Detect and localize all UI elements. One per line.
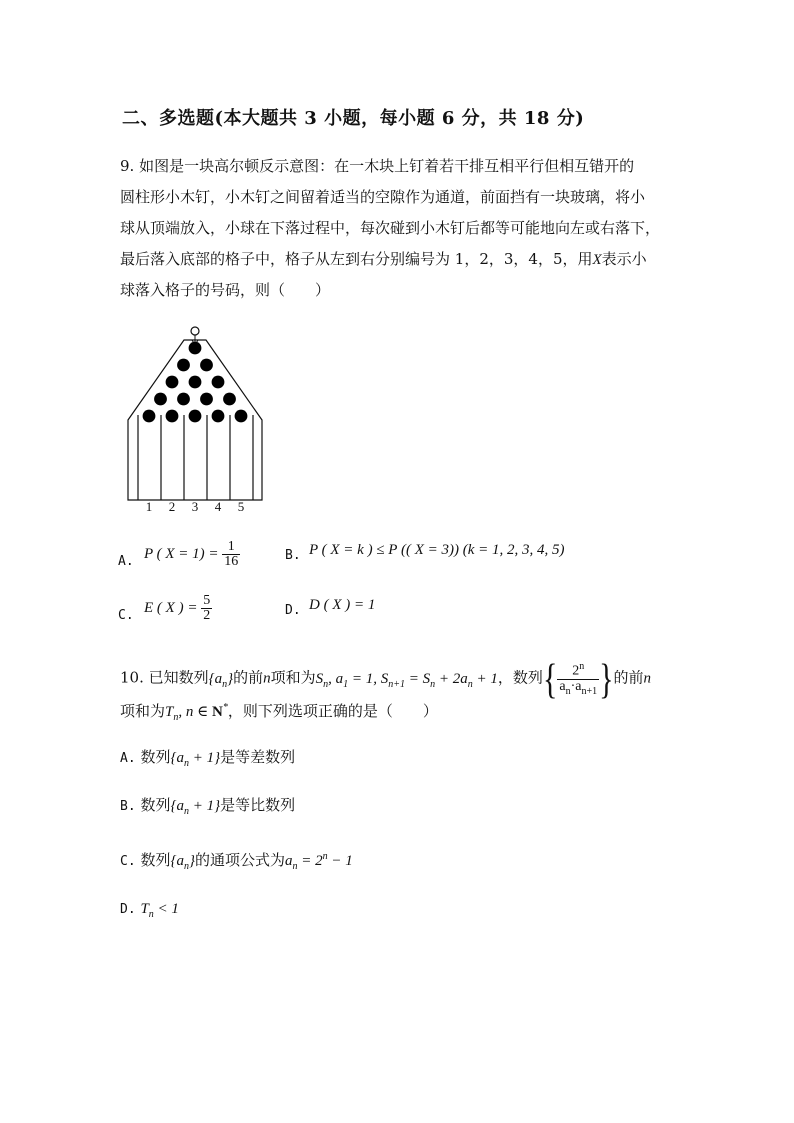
option-a-fraction [222,540,240,569]
option-formula: $\{a_n + 1\}$ [170,798,221,817]
peg-icon [177,393,190,406]
option-c-lhs: E ( X ) = [144,599,198,616]
peg-icon [189,342,202,355]
q10-text: 项和为 [120,702,166,720]
peg-icon [154,393,167,406]
q10-option-d[interactable] [120,894,179,929]
q10-conditions: $S_n$, $a_1 = 1$, $S_{n+1} = S_n + 2a_n + 1$ [315,670,498,690]
option-formula: $T_n < 1$ [140,901,179,920]
peg-icon [143,410,156,423]
option-letter: A. [120,751,136,766]
peg-icon [166,410,179,423]
peg-icon [223,393,236,406]
peg-icon [235,410,248,423]
option-formula: $a_n = 2^n - 1$ [284,851,353,872]
fraction-denominator: 2 [203,608,211,623]
option-text: 数列 [140,796,171,814]
q10-text: 项和为 [270,668,316,687]
option-letter: D. [120,902,136,917]
q9-var-x: X [592,252,602,268]
drop-ball-icon [191,327,199,335]
channel-dividers [138,415,253,500]
peg-icon [189,410,202,423]
q10-intro: 10. 已知数列 [120,668,209,687]
fraction-denominator: 16 [224,554,239,569]
option-d-formula: D ( X ) = 1 [309,597,376,613]
option-letter: C. [118,608,134,623]
q10-line-2 [120,693,438,732]
peg-icon [166,376,179,389]
q10-n: n [263,670,271,687]
q9-line-4-text: 最后落入底部的格子中，格子从左到右分别编号为 1，2，3，4，5，用 [120,250,593,268]
q10-option-c[interactable] [120,842,353,881]
option-c-formula [144,594,212,623]
option-a-lhs: P ( X = 1) = [144,545,219,562]
option-text: 数列 [140,748,171,766]
option-text: 的通项公式为 [194,851,285,869]
q10-text: 的前 [613,668,644,687]
option-text: 是等差数列 [220,748,296,766]
option-letter: B. [120,799,136,814]
q10-text: 的前 [233,668,264,687]
fraction-numerator: 5 [203,593,211,608]
peg-icon [212,376,225,389]
q10-sequence-fraction: { $\frac{2^n}{a_n\cdot a_{n+1}}$ } [542,656,614,703]
option-letter: B. [285,548,301,563]
option-a-formula [144,540,240,569]
option-text: 数列 [140,851,171,869]
option-letter: A. [118,554,134,569]
q9-line-2: 圆柱形小木钉，小木钉之间留着适当的空隙作为通道，前面挡有一块玻璃，将小 [120,188,646,206]
bin-label: 4 [214,499,222,514]
option-text: 是等比数列 [220,796,296,814]
q10-option-b[interactable] [120,791,295,826]
peg-icon [177,359,190,372]
q10-an-set: $\{a_n\}$ [208,670,234,690]
fraction-numerator: 1 [222,540,240,555]
q10-tn: $T_n$, n ∈ N* [165,702,228,723]
bin-label: 3 [191,499,199,514]
bin-label: 2 [168,499,176,514]
section-heading: 二、多选题(本大题共 3 小题，每小题 6 分，共 18 分) [122,108,585,129]
q9-line-3: 球从顶端放入，小球在下落过程中，每次碰到小木钉后都等可能地向左或右落下， [120,219,661,237]
peg-icon [189,376,202,389]
bin-label: 1 [145,499,153,514]
q10-text: 数列 [512,668,543,687]
q9-line-4 [120,245,647,275]
q9-line-4-tail: 表示小 [601,250,647,268]
q10-n: n [643,670,652,687]
q10-line-1: 10. 已知数列$\{a_n\}$的前n项和为$S_n$, $a_1 = 1$, $S_{n+1} = S_n + 2a_n + 1$，数列{ $\frac{2^n}{a_n\cdot a_{n+1}}$ }的前n [120,656,652,703]
q10-text: ，则下列选项正确的是（ ） [227,702,438,720]
option-b-formula: P ( X = k ) ≤ P (( X = 3)) (k = 1, 2, 3, 4, 5) [309,542,565,558]
peg-icon [200,359,213,372]
peg-icon [200,393,213,406]
bin-label: 5 [237,499,245,514]
option-formula: $\{a_n\}$ [170,853,195,872]
q9-line-5: 球落入格子的号码，则（ ） [120,281,331,299]
pegs-group [143,342,248,423]
option-formula: $\{a_n + 1\}$ [170,750,221,769]
q9-line-1: 9. 如图是一块高尔顿反示意图：在一木块上钉着若干排互相平行但相互错开的 [120,157,635,175]
option-c-fraction [201,594,212,623]
galton-board-figure [118,322,278,522]
option-letter: D. [285,603,301,618]
peg-icon [212,410,225,423]
option-letter: C. [120,854,136,869]
q10-option-a[interactable] [120,743,295,778]
